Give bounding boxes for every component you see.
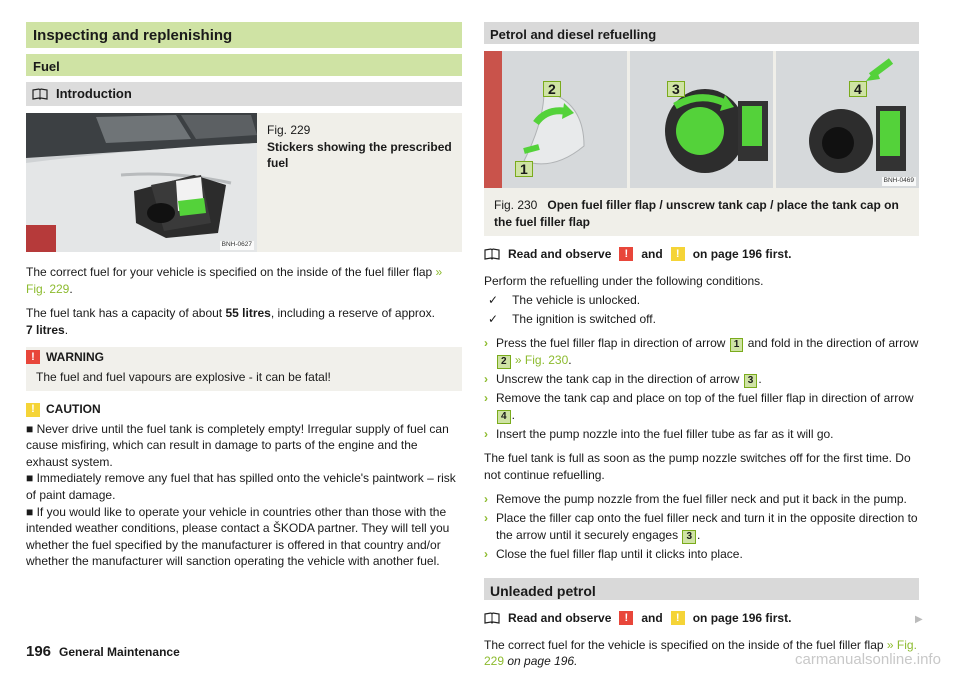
text: and	[641, 611, 663, 626]
figure-229	[26, 113, 462, 252]
figure-229-caption	[257, 113, 462, 252]
finish-steps	[484, 491, 919, 562]
text: and	[641, 247, 663, 262]
figure-230-tag: BNH-0469	[883, 177, 914, 185]
text: The correct fuel for the vehicle is specified on the inside of the fuel filler flap	[484, 637, 887, 652]
caution-item: ■ Immediately remove any fuel that has spilled onto the vehicle's paintwork – risk of paint damage.	[26, 471, 456, 503]
caution-icon: !	[671, 247, 685, 261]
figure-number: Fig. 230	[494, 198, 538, 212]
fig-229-link[interactable]: » Fig. 229	[484, 637, 917, 669]
warning-icon: !	[26, 350, 40, 364]
figure-230-images	[484, 51, 919, 188]
text: on page 196 first.	[692, 611, 792, 626]
text: and fold in the direction of arrow	[747, 336, 919, 351]
book-icon	[484, 612, 500, 624]
arrow-label-3: 3	[667, 81, 685, 97]
figure-230-panel-1	[484, 51, 627, 188]
full-tank-note: The fuel tank is full as soon as the pump nozzle switches off for the first time. Do not continue refuelling.	[484, 451, 911, 482]
unleaded-title: Unleaded petrol	[484, 578, 919, 600]
text: .	[511, 407, 515, 422]
step-arrow-icon: ›	[484, 511, 488, 526]
caution-item: ■ Never drive until the fuel tank is completely empty! Irregular supply of fuel can cause misfiring, which can result in damage to parts of the engine and the exhaust system.	[26, 421, 449, 469]
intro-title: Introduction	[56, 86, 132, 102]
condition-item	[484, 292, 919, 309]
text: Place the filler cap onto the fuel filler neck and turn it in the opposite direction to the arrow until it securely engages	[496, 511, 918, 542]
text: .	[568, 353, 572, 368]
fuel-specification-paragraph	[26, 264, 462, 297]
text: Close the fuel filler flap until it clicks into place.	[496, 546, 743, 561]
warning-box	[26, 347, 462, 391]
reserve-value: 7 litres	[26, 322, 65, 337]
text: .	[758, 372, 762, 387]
book-icon	[32, 88, 48, 100]
text: Press the fuel filler flap in direction of arrow	[496, 336, 726, 351]
step-item	[484, 510, 919, 544]
ref-number: 1	[730, 338, 744, 352]
section-title: Inspecting and replenishing	[26, 22, 462, 48]
checkmark-icon: ✓	[488, 311, 499, 326]
text: Read and observe	[508, 247, 612, 262]
refuelling-title: Petrol and diesel refuelling	[484, 22, 919, 44]
figure-number: Fig. 229	[267, 123, 311, 137]
text: Remove the tank cap and place on top of the fuel filler flap in direction of arrow	[496, 391, 914, 406]
figure-230-caption	[484, 188, 919, 236]
warning-header	[26, 347, 462, 366]
text: on page 196 first.	[692, 247, 792, 262]
condition-item	[484, 311, 919, 328]
step-item	[484, 335, 919, 369]
page-number: 196	[26, 643, 52, 660]
figure-230-panel-3	[776, 51, 919, 188]
step-arrow-icon: ›	[484, 546, 488, 561]
ref-number: 3	[744, 374, 758, 388]
condition-text: The ignition is switched off.	[512, 311, 656, 326]
text: .	[64, 322, 69, 337]
checkmark-icon: ✓	[488, 293, 499, 308]
right-column	[484, 22, 919, 670]
text: Unscrew the tank cap in the direction of arrow	[496, 372, 740, 387]
caution-icon: !	[26, 403, 40, 417]
step-item	[484, 491, 919, 508]
page-ref: on page 196.	[504, 654, 578, 669]
conditions-list	[484, 292, 919, 327]
continue-arrow-icon: ▶	[915, 614, 923, 625]
figure-230	[484, 51, 919, 211]
warning-icon: !	[619, 247, 633, 261]
paragraph-text: The correct fuel for your vehicle is specified on the inside of the fuel filler flap	[26, 265, 436, 279]
caution-box	[26, 401, 462, 569]
text: Read and observe	[508, 611, 612, 626]
step-item	[484, 371, 919, 388]
step-arrow-icon: ›	[484, 372, 488, 387]
step-item	[484, 390, 919, 424]
text: , including a reserve of approx.	[270, 306, 435, 321]
warning-icon: !	[619, 611, 633, 625]
step-item	[484, 546, 919, 563]
text: Remove the pump nozzle from the fuel filler neck and put it back in the pump.	[496, 492, 907, 507]
figure-229-image	[26, 113, 257, 252]
arrow-label-2: 2	[543, 81, 561, 97]
caution-header	[26, 401, 462, 418]
step-arrow-icon: ›	[484, 426, 488, 441]
warning-label: WARNING	[46, 350, 104, 365]
read-observe-note	[484, 246, 919, 263]
text: .	[697, 527, 701, 542]
caution-label: CAUTION	[46, 402, 101, 417]
arrow-label-1: 1	[515, 161, 533, 177]
paragraph-end: .	[69, 281, 73, 296]
capacity-value: 55 litres	[225, 306, 271, 321]
step-arrow-icon: ›	[484, 336, 488, 351]
ref-number: 3	[682, 530, 696, 544]
intro-header	[26, 82, 462, 106]
tank-capacity-paragraph	[26, 305, 462, 338]
page-footer	[26, 642, 180, 663]
read-observe-note-2	[484, 610, 919, 627]
condition-text: The vehicle is unlocked.	[512, 293, 641, 308]
text: The fuel tank has a capacity of about	[26, 306, 226, 321]
step-arrow-icon: ›	[484, 492, 488, 507]
figure-230-panel-2	[630, 51, 773, 188]
ref-number: 4	[497, 410, 511, 424]
refuelling-steps	[484, 335, 919, 442]
warning-text: The fuel and fuel vapours are explosive - it can be fatal!	[36, 369, 331, 384]
book-icon	[484, 248, 500, 260]
subsection-title: Fuel	[26, 54, 462, 76]
left-column	[26, 22, 462, 570]
caution-icon: !	[671, 611, 685, 625]
ref-number: 2	[497, 355, 511, 369]
page-section-title: General Maintenance	[59, 645, 180, 659]
figure-title: Open fuel filler flap / unscrew tank cap / place the tank cap on the fuel filler flap	[494, 198, 899, 229]
figure-title: Stickers showing the prescribed fuel	[267, 139, 452, 171]
conditions-intro: Perform the refuelling under the following conditions.	[484, 273, 764, 288]
watermark: carmanualsonline.info	[795, 651, 941, 668]
fig-230-link[interactable]: » Fig. 230	[514, 353, 569, 368]
text: Insert the pump nozzle into the fuel filler tube as far as it will go.	[496, 426, 834, 441]
step-item	[484, 426, 919, 443]
fig-229-link[interactable]: » Fig. 229	[26, 265, 443, 296]
caution-item: ■ If you would like to operate your vehicle in countries other than those with the intended weather conditions, please contact a ŠKODA partner. They will tell you whether the fuel specified by the manufacturer is offered in that country and/or whether the manufacturer will sanction operating the vehicle with another fuel.	[26, 504, 450, 569]
step-arrow-icon: ›	[484, 391, 488, 406]
arrow-label-4: 4	[849, 81, 867, 97]
figure-229-tag: BNH-0627	[221, 241, 252, 249]
